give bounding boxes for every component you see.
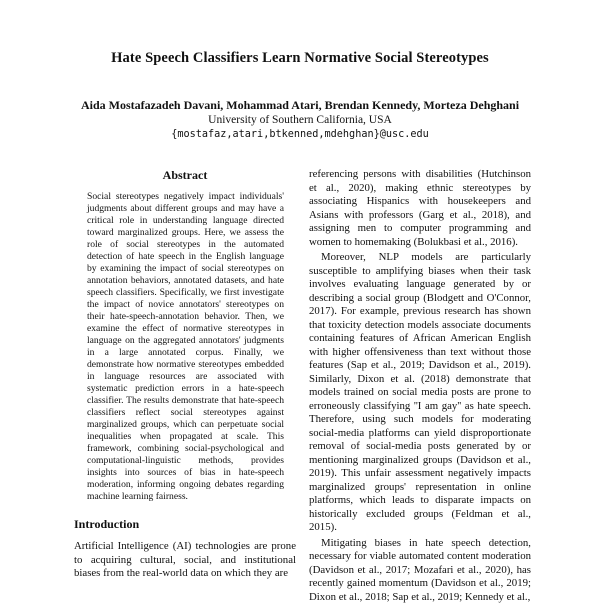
right-column: [309, 168, 531, 606]
introduction-heading: Introduction: [74, 517, 140, 531]
author-emails: {mostafaz,atari,btkenned,mdehghan}@usc.edu: [171, 129, 429, 140]
affiliation: University of Southern California, USA: [208, 114, 392, 126]
abstract-text: Social stereotypes negatively impact individuals' judgments about different groups and may have a critical role in understanding language directed toward marginalized groups. Here, we assess the role of social stereotypes in the automated detection of hate speech in the English language by examining the impact of social stereotypes on annotation behaviors, annotated datasets, and hate speech classifiers. Specifically, we first investigate the impact of novice annotators' stereotypes on their hate-speech-annotation behavior. Then, we examine the effect of normative stereotypes in language on the aggregated annotators' judgments in a large annotated corpus. Finally, we demonstrate how normative stereotypes embedded in language resources are associated with systematic prediction errors in a hate-speech classifier. The results demonstrate that hate-speech classifiers reflect social stereotypes against marginalized groups, which can perpetuate social inequalities when propagated at scale. This framework, combining social-psychological and computational-linguistic methods, provides insights into sources of bias in hate-speech moderation, informing ongoing debates regarding machine learning fairness.: [87, 191, 284, 502]
introduction-text: Artificial Intelligence (AI) technologies are prone to acquiring cultural, social, and institutional biases from the real-world data on which they are: [74, 540, 296, 579]
abstract-heading: Abstract: [162, 168, 208, 182]
body-paragraph: Mitigating biases in hate speech detection, necessary for viable automated content moderation (Davidson et al., 2017; Mozafari et al., 2020), has recently gained momentum (Davidson et al., 2019; Dixon et al., 2018; Sap et al., 2019; Kennedy et al.,: [309, 536, 531, 603]
left-column: [74, 168, 296, 581]
body-paragraph: referencing persons with disabilities (Hutchinson et al., 2020), making ethnic stereotypes by associating Hispanics with housekeepers and Asians with professors (Garg et al., 2018), and assigning men to computer programming and women to homemaking (Bolukbasi et al., 2016).: [309, 168, 531, 248]
body-paragraph: Moreover, NLP models are particularly susceptible to amplifying biases when their task involves evaluating language generated by or describing a social group (Blodgett and O'Connor, 2017). For example, previous research has shown that toxicity detection models associate documents containing features of African American English with higher offensiveness than text without those features (Sap et al., 2019; Davidson et al., 2019). Similarly, Dixon et al. (2018) demonstrate that models trained on social media posts are prone to erroneously classifying ''I am gay'' as hate speech. Therefore, using such models for moderating social-media platforms can yield disproportionate removal of social-media posts generated by or mentioning marginalized groups (Davidson et al., 2019). This unfair assessment negatively impacts marginalized groups' representation in online platforms, which leads to disparate impacts on historically excluded groups (Feldman et al., 2015).: [309, 251, 531, 533]
paper-title: Hate Speech Classifiers Learn Normative Social Stereotypes: [111, 50, 489, 66]
author-list: Aida Mostafazadeh Davani, Mohammad Atari, Brendan Kennedy, Morteza Dehghani: [80, 98, 520, 112]
